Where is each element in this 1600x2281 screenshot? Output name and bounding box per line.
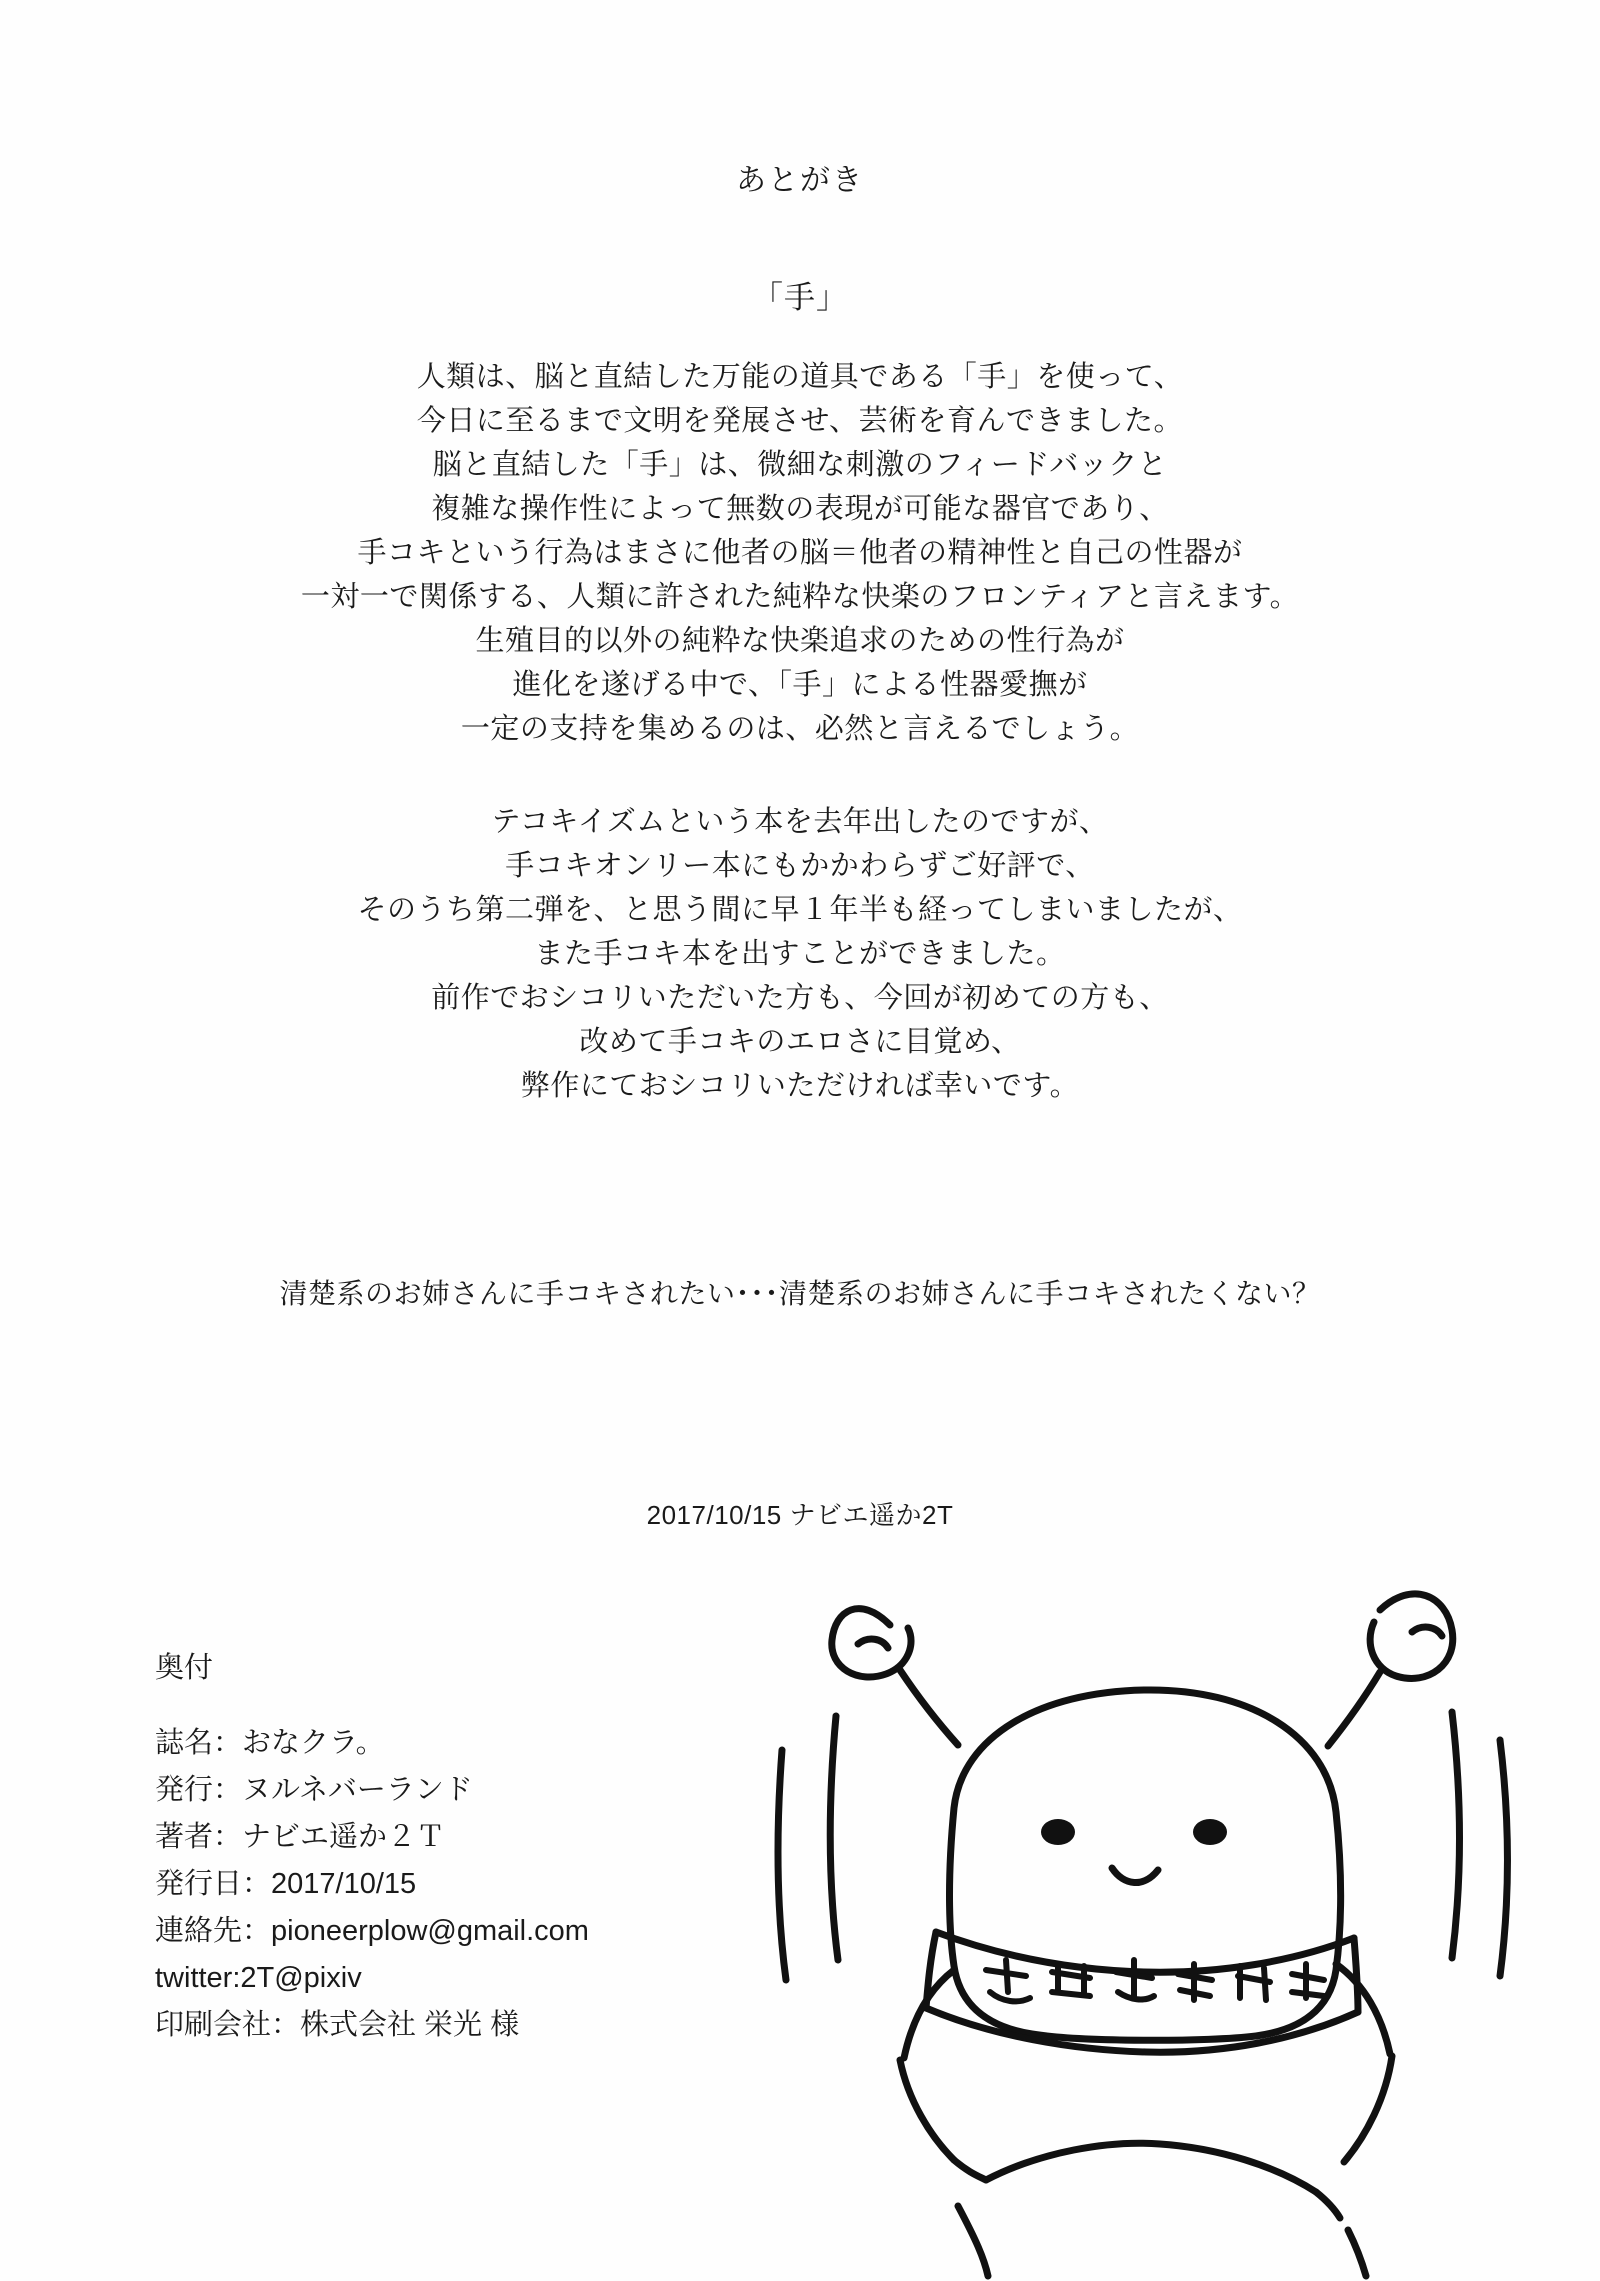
afterword-paragraph-1-line: 複雑な操作性によって無数の表現が可能な器官であり、 [431, 493, 1169, 525]
afterword-section-title: 「手」 [752, 280, 848, 315]
afterword-heading: あとがき [736, 164, 864, 197]
afterword-paragraph-2-line: テコキイズムという本を去年出したのですが、 [491, 806, 1109, 838]
afterword-signature: 2017/10/15 ナビエ遥か2T [646, 1500, 954, 1530]
afterword-paragraph-1-line: 手コキという行為はまさに他者の脳＝他者の精神性と自己の性器が [357, 537, 1243, 569]
colophon-twitter-line: twitter:2T@pixiv [155, 1962, 362, 1994]
colophon-author-line: 著者：ナビエ遥か２Ｔ [155, 1821, 446, 1853]
afterword-paragraph-2-line: 改めて手コキのエロさに目覚め、 [579, 1026, 1021, 1058]
afterword-paragraph-1 [0, 355, 1600, 751]
afterword-paragraph-2 [0, 800, 1600, 1108]
afterword-paragraph-1-line: 人類は、脳と直結した万能の道具である「手」を使って、 [416, 361, 1184, 393]
afterword-paragraph-2-line: 弊作にておシコリいただければ幸いです。 [520, 1070, 1080, 1102]
colophon-printer-line: 印刷会社：株式会社 栄光 様 [155, 2009, 520, 2041]
afterword-paragraph-1-line: 脳と直結した「手」は、微細な刺激のフィードバックと [432, 449, 1168, 481]
afterword-paragraph-2-line: 手コキオンリー本にもかかわらずご好評で、 [505, 850, 1095, 882]
afterword-paragraph-2-line: そのうち第二弾を、と思う間に早１年半も経ってしまいましたが、 [357, 894, 1243, 926]
colophon-date-line: 発行日：2017/10/15 [155, 1868, 417, 1900]
mascot-doodle [740, 1540, 1560, 2280]
colophon-contact-line: 連絡先：pioneerplow@gmail.com [155, 1915, 589, 1947]
afterword-paragraph-1-line: 進化を遂げる中で、「手」による性器愛撫が [512, 669, 1088, 701]
colophon-heading: 奥付 [155, 1652, 214, 1684]
afterword-paragraph-2-line: 前作でおシコリいただいた方も、今回が初めての方も、 [431, 982, 1169, 1014]
colophon-publisher-line: 発行：ヌルネバーランド [155, 1774, 473, 1806]
colophon-title-line: 誌名：おなクラ。 [155, 1727, 385, 1759]
afterword-paragraph-1-line: 一定の支持を集めるのは、必然と言えるでしょう。 [460, 713, 1140, 745]
afterword-paragraph-1-line: 一対一で関係する、人類に許された純粋な快楽のフロンティアと言えます。 [300, 581, 1300, 613]
afterword-paragraph-1-line: 生殖目的以外の純粋な快楽追求のための性行為が [475, 625, 1125, 657]
afterword-paragraph-1-line: 今日に至るまで文明を発展させ、芸術を育んできました。 [416, 405, 1184, 437]
afterword-paragraph-2-line: また手コキ本を出すことができました。 [534, 938, 1066, 970]
afterword-tagline: 清楚系のお姉さんに手コキされたい･･･清楚系のお姉さんに手コキされたくない？ [279, 1278, 1321, 1309]
colophon [155, 1645, 589, 2049]
